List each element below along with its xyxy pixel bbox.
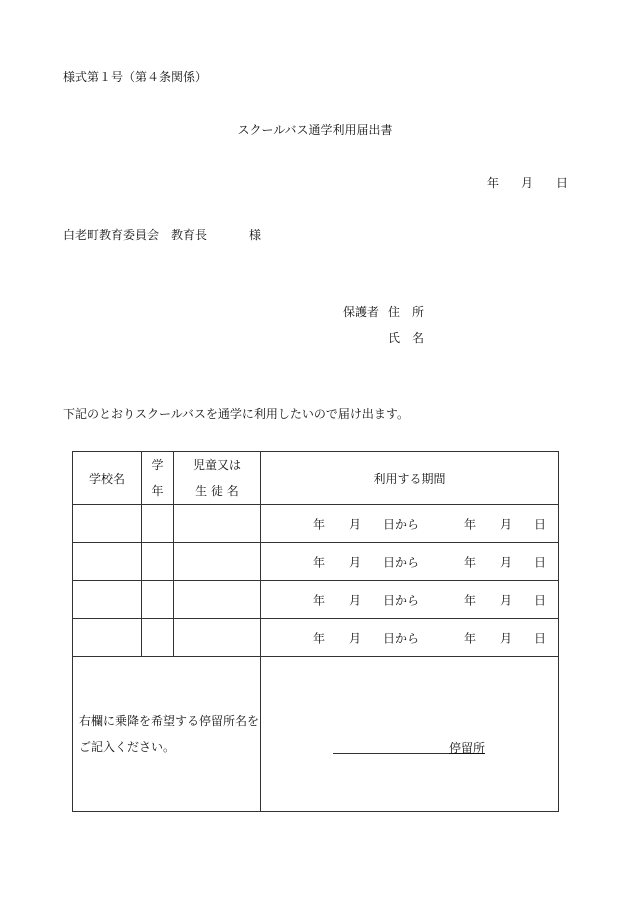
table-header-row [73, 452, 559, 505]
school-cell[interactable] [73, 619, 142, 657]
table-row [73, 619, 559, 657]
address-label: 住 所 [388, 305, 425, 319]
form-number: 様式第１号（第４条関係） [63, 70, 208, 84]
end-year: 年 [464, 517, 477, 531]
start-day: 日から [383, 631, 420, 645]
end-year: 年 [464, 631, 477, 645]
instruction-line1: 右欄に乗降を希望する停留所名を [79, 714, 260, 728]
end-day: 日 [534, 593, 547, 607]
bus-stop-row [73, 657, 559, 812]
table-row [73, 581, 559, 619]
grade-cell[interactable] [142, 581, 174, 619]
header-student [174, 452, 261, 505]
start-year: 年 [313, 593, 326, 607]
start-day: 日から [383, 593, 420, 607]
period-cell[interactable] [261, 505, 559, 543]
end-day: 日 [534, 517, 547, 531]
student-cell[interactable] [174, 581, 261, 619]
period-cell[interactable] [261, 581, 559, 619]
bus-stop-suffix: 停留所 [449, 741, 486, 755]
header-school: 学校名 [73, 452, 142, 505]
header-student-line1: 児童又は [192, 458, 241, 472]
header-grade-line2: 年 [151, 484, 164, 498]
start-month: 月 [349, 593, 362, 607]
bus-stop-field[interactable] [261, 657, 559, 812]
table-row [73, 543, 559, 581]
end-day: 日 [534, 555, 547, 569]
intro-text: 下記のとおりスクールバスを通学に利用したいので届け出ます。 [63, 407, 409, 421]
period-cell[interactable] [261, 619, 559, 657]
grade-cell[interactable] [142, 619, 174, 657]
header-period: 利用する期間 [261, 452, 559, 505]
student-cell[interactable] [174, 505, 261, 543]
addressee-organization: 白老町教育委員会 教育長 [63, 228, 208, 242]
header-grade-line1: 学 [151, 458, 164, 472]
grade-cell[interactable] [142, 543, 174, 581]
school-cell[interactable] [73, 543, 142, 581]
school-cell[interactable] [73, 581, 142, 619]
end-year: 年 [464, 555, 477, 569]
start-year: 年 [313, 555, 326, 569]
start-day: 日から [383, 517, 420, 531]
end-day: 日 [534, 631, 547, 645]
student-cell[interactable] [174, 543, 261, 581]
usage-table [72, 451, 559, 812]
start-month: 月 [349, 555, 362, 569]
date-day: 日 [556, 176, 569, 190]
start-year: 年 [313, 517, 326, 531]
start-month: 月 [349, 517, 362, 531]
end-month: 月 [500, 555, 513, 569]
header-student-line2: 生 徒 名 [195, 484, 239, 498]
grade-cell[interactable] [142, 505, 174, 543]
date-month: 月 [521, 176, 534, 190]
end-month: 月 [500, 517, 513, 531]
addressee-honorific: 様 [249, 228, 262, 242]
table-row [73, 505, 559, 543]
school-cell[interactable] [73, 505, 142, 543]
date-year: 年 [487, 176, 500, 190]
bus-stop-instruction [73, 657, 261, 812]
document-title: スクールバス通学利用届出書 [237, 123, 393, 137]
end-month: 月 [500, 631, 513, 645]
start-day: 日から [383, 555, 420, 569]
period-cell[interactable] [261, 543, 559, 581]
instruction-line2: ご記入ください。 [79, 740, 176, 754]
guardian-label: 保護者 [343, 305, 380, 319]
end-year: 年 [464, 593, 477, 607]
end-month: 月 [500, 593, 513, 607]
student-cell[interactable] [174, 619, 261, 657]
header-grade [142, 452, 174, 505]
start-year: 年 [313, 631, 326, 645]
name-label: 氏 名 [388, 331, 425, 345]
start-month: 月 [349, 631, 362, 645]
